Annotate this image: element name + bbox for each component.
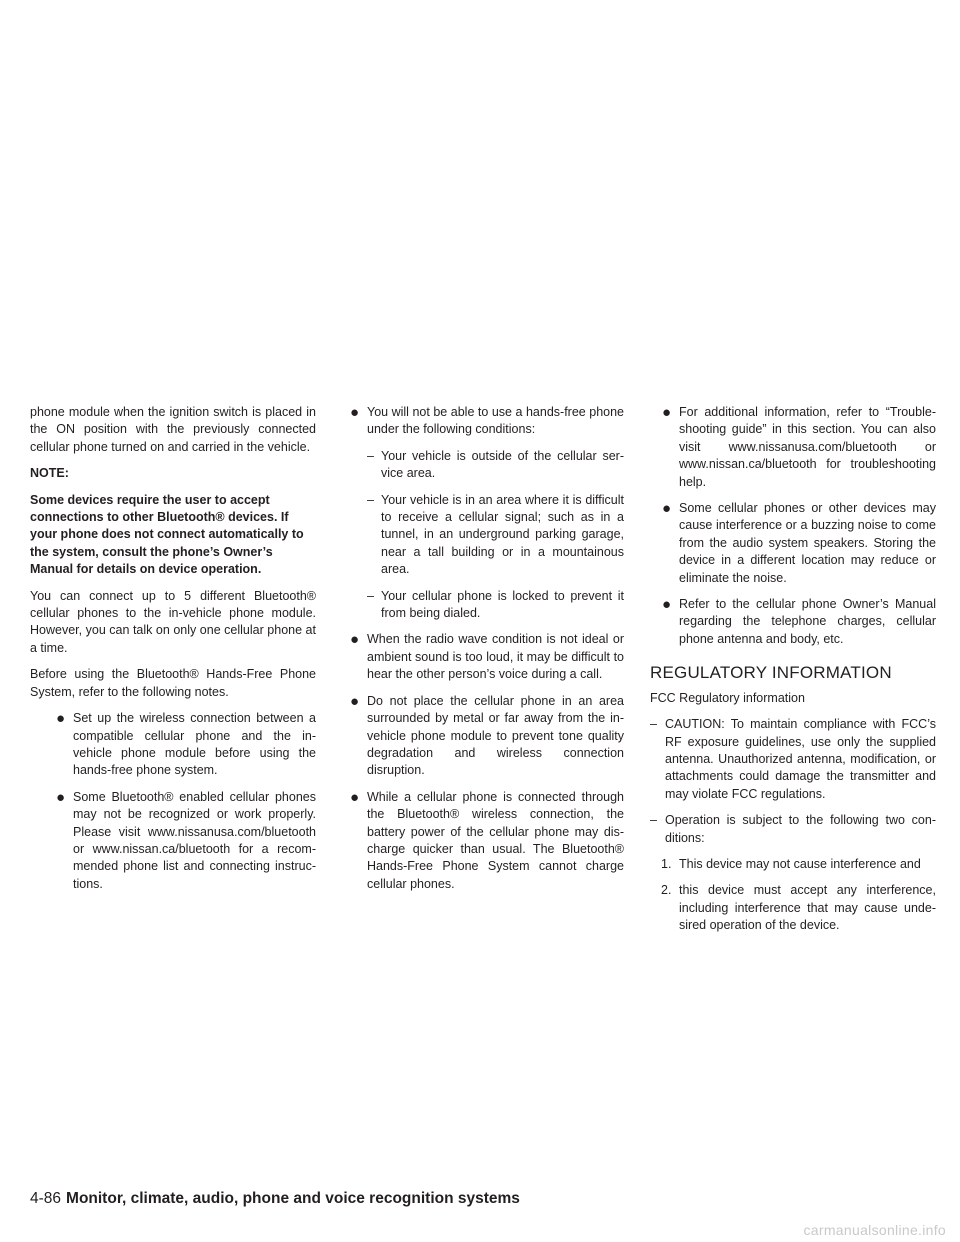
bullet-item (338, 693, 624, 780)
item-number: 2. (661, 883, 672, 898)
dash-marker: – (367, 492, 374, 507)
bullet-item (30, 789, 316, 893)
dash-text: Your cellular phone is locked to prevent it from being dialed. (381, 588, 624, 621)
dash-item (650, 812, 936, 847)
bullet-text: While a cellular phone is connected through the Bluetooth® wireless connection, the battery power of the cellular phone may discharge quicker than usual. The Bluetooth® Hands-Free Phone System cannot charge cellular phones. (367, 789, 624, 891)
bullet-icon: ● (56, 710, 66, 728)
bullet-icon: ● (350, 692, 360, 710)
bullet-item (338, 631, 624, 683)
dash-text: Your vehicle is in an area where it is difficult to receive a cellular signal; such as in a tunnel, in an underground parking garage, near a tall building or in a mountainous area. (381, 492, 624, 577)
bullet-icon: ● (662, 500, 672, 518)
bullet-icon: ● (350, 788, 360, 806)
paragraph: You can connect up to 5 different Bluetooth® cellular phones to the in-vehicle phone module. However, you can talk on only one cellular phone at a time. (30, 588, 316, 655)
bullet-text: Do not place the cellular phone in an area surrounded by metal or far away from the in-vehicle phone module to prevent tone quality degradation and wireless connection disruption. (367, 693, 624, 778)
note-body: Some devices require the user to accept connections to other Bluetooth® devices. If your phone does not connect automatically to the system, consult the phone’s Owner’s Manual for details on device operation. (30, 492, 304, 577)
bullet-icon: ● (350, 404, 360, 421)
dash-marker: – (650, 813, 657, 828)
note-heading: NOTE: (30, 466, 69, 481)
subheading: FCC Regulatory information (650, 690, 805, 705)
item-number: 1. (661, 856, 672, 871)
chapter-title: Monitor, climate, audio, phone and voice recognition systems (66, 1190, 520, 1207)
text-column-3 (650, 404, 936, 944)
paragraph: Before using the Bluetooth® Hands-Free Phone System, refer to the following notes. (30, 667, 316, 699)
section-heading: REGULATORY INFORMATION (650, 663, 892, 683)
bullet-item (650, 404, 936, 491)
bullet-text: You will not be able to use a hands-free phone under the following conditions: (367, 405, 624, 437)
dash-marker: – (650, 717, 657, 732)
numbered-item (650, 856, 936, 873)
watermark: carmanualsonline.info (803, 1222, 946, 1238)
dash-text: Operation is subject to the following two conditions: (665, 813, 936, 845)
item-text: This device may not cause interference and (679, 856, 921, 871)
bullet-item (30, 710, 316, 780)
page-number: 4-86 (30, 1190, 62, 1207)
bullet-text: Some cellular phones or other devices may cause interference or a buzzing noise to come from the audio system speakers. Storing the device in a different location may reduce or eliminate the noise. (679, 501, 936, 585)
dash-text: CAUTION: To maintain compliance with FCC’s RF exposure guidelines, use only the supplied antenna. Unauthorized antenna, modification, or attachments could damage the transmitter and may violate FCC regulations. (665, 717, 936, 801)
dash-item (338, 492, 624, 579)
bullet-text: Set up the wireless connection between a compatible cellular phone and the in-vehicle phone module before using the hands-free phone system. (73, 711, 316, 778)
dash-item (338, 588, 624, 623)
bullet-item (338, 789, 624, 893)
bullet-item (650, 596, 936, 648)
bullet-item (338, 404, 624, 439)
dash-marker: – (367, 448, 374, 463)
bullet-icon: ● (350, 631, 360, 649)
dash-text: Your vehicle is outside of the cellular service area. (381, 448, 624, 481)
dash-item (338, 448, 624, 483)
bullet-icon: ● (56, 788, 66, 806)
paragraph: phone module when the ignition switch is placed in the ON position with the previously connected cellular phone turned on and carried in the vehicle. (30, 405, 316, 454)
dash-marker: – (367, 588, 374, 603)
text-column-2 (338, 404, 624, 902)
bullet-icon: ● (662, 404, 672, 421)
dash-item (650, 716, 936, 803)
item-text: this device must accept any interference, including interference that may cause undesired operation of the device. (679, 883, 936, 933)
text-column-1 (30, 404, 316, 902)
bullet-text: When the radio wave condition is not ideal or ambient sound is too loud, it may be difficult to hear the other person’s voice during a call. (367, 632, 624, 682)
numbered-item (650, 882, 936, 934)
bullet-text: For additional information, refer to “Troubleshooting guide” in this section. You can also visit www.nissanusa.com/bluetooth or www.nissan.ca/bluetooth for troubleshooting help. (679, 405, 936, 489)
bullet-icon: ● (662, 596, 672, 614)
page-footer (30, 1190, 520, 1208)
bullet-item (650, 500, 936, 587)
bullet-text: Some Bluetooth® enabled cellular phones may not be recognized or work properly. Please visit www.nissanusa.com/bluetooth or www.nissan.ca/bluetooth for a recommended phone list and connecting instructions. (73, 789, 316, 891)
bullet-text: Refer to the cellular phone Owner’s Manual regarding the telephone charges, cellular phone antenna and body, etc. (679, 597, 936, 646)
